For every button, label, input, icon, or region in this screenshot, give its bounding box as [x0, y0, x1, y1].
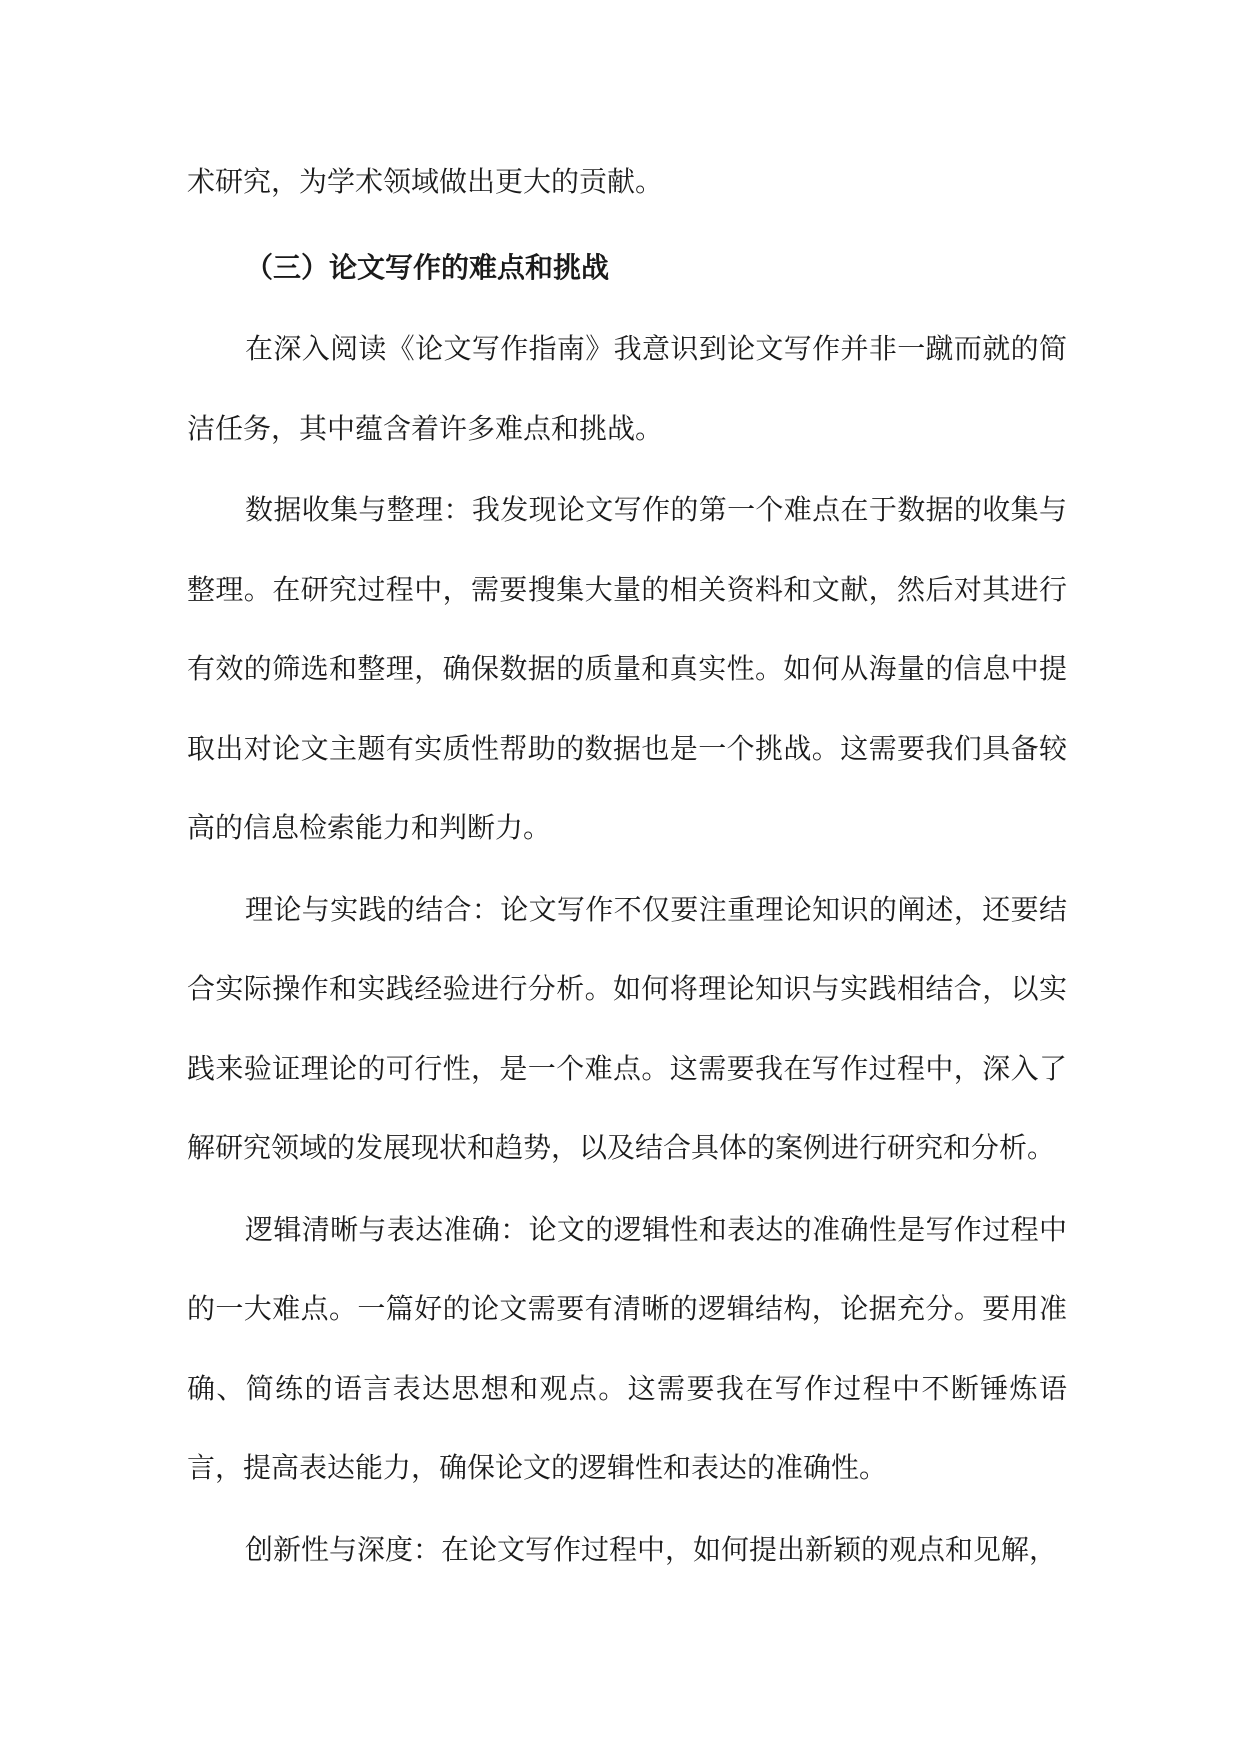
paragraph: 逻辑清晰与表达准确：论文的逻辑性和表达的准确性是写作过程中的一大难点。一篇好的论文需要有清晰的逻辑结构，论据充分。要用准确、简练的语言表达思想和观点。这需要我在写作过程中不断锤炼语言，提高表达能力，确保论文的逻辑性和表达的准确性。	[187, 1212, 1067, 1484]
paragraph-continuation: 术研究，为学术领域做出更大的贡献。	[187, 165, 664, 198]
paragraph: 在深入阅读《论文写作指南》我意识到论文写作并非一蹴而就的简洁任务，其中蕴含着许多难点和挑战。	[187, 332, 1067, 445]
document-body	[187, 142, 1067, 1589]
paragraph: 数据收集与整理：我发现论文写作的第一个难点在于数据的收集与整理。在研究过程中，需要搜集大量的相关资料和文献，然后对其进行有效的筛选和整理，确保数据的质量和真实性。如何从海量的信息中提取出对论文主题有实质性帮助的数据也是一个挑战。这需要我们具备较高的信息检索能力和判断力。	[187, 493, 1067, 844]
paragraph: 理论与实践的结合：论文写作不仅要注重理论知识的阐述，还要结合实际操作和实践经验进行分析。如何将理论知识与实践相结合，以实践来验证理论的可行性，是一个难点。这需要我在写作过程中，深入了解研究领域的发展现状和趋势，以及结合具体的案例进行研究和分析。	[187, 892, 1067, 1164]
paragraph: 创新性与深度：在论文写作过程中，如何提出新颖的观点和见解，	[245, 1532, 1058, 1566]
section-heading: （三）论文写作的难点和挑战	[245, 250, 610, 284]
